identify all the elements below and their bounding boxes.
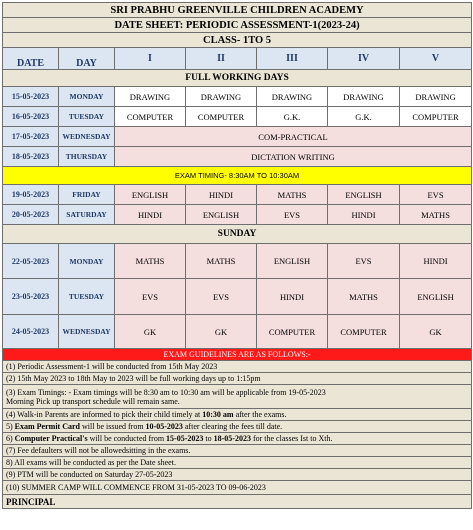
guideline-row xyxy=(3,445,472,457)
subject-cell: DRAWING xyxy=(328,87,400,107)
subject-cell: COMPUTER xyxy=(328,315,400,349)
guideline-2: (2) 15th May 2023 to 18th May to 2023 will be full working days up to 1:15pm xyxy=(3,373,472,385)
subject-cell: MATHS xyxy=(400,205,472,225)
subject-cell: HINDI xyxy=(115,205,186,225)
subject-cell: MATHS xyxy=(257,185,328,205)
row-date: 17-05-2023 xyxy=(3,127,59,147)
sunday-label: SUNDAY xyxy=(3,225,472,244)
subject-cell: HINDI xyxy=(257,279,328,315)
subject-cell: COMPUTER xyxy=(400,107,472,127)
subject-cell: EVS xyxy=(257,205,328,225)
row-date: 18-05-2023 xyxy=(3,147,59,167)
guidelines-title-row xyxy=(3,349,472,361)
subject-cell: COMPUTER xyxy=(186,107,257,127)
merged-subject-cell: DICTATION WRITING xyxy=(115,147,472,167)
header-class-4: IV xyxy=(328,48,400,70)
subject-cell: COMPUTER xyxy=(115,107,186,127)
guidelines-title: EXAM GUIDELINES ARE AS FOLLOWS:- xyxy=(3,349,472,361)
guideline-6-tail: for the classes Ist to Xth. xyxy=(250,434,333,443)
subject-cell: ENGLISH xyxy=(186,205,257,225)
subject-cell: MATHS xyxy=(186,244,257,279)
table-row xyxy=(3,127,472,147)
row-day: WEDNESDAY xyxy=(59,127,115,147)
subject-cell: G.K. xyxy=(328,107,400,127)
class-range: CLASS- 1TO 5 xyxy=(3,33,472,48)
subject-cell: DRAWING xyxy=(400,87,472,107)
guideline-9: (9) PTM will be conducted on Saturday 27-05-2023 xyxy=(3,469,472,481)
row-day: MONDAY xyxy=(59,87,115,107)
subject-cell: GK xyxy=(400,315,472,349)
row-day: TUESDAY xyxy=(59,107,115,127)
guideline-4-tail: after the exams. xyxy=(233,410,287,419)
subject-cell: ENGLISH xyxy=(400,279,472,315)
guideline-6-practical: Computer Practical's xyxy=(14,434,88,443)
subject-cell: DRAWING xyxy=(257,87,328,107)
guideline-3-line-1: (3) Exam Timings: - Exam timings will be 8:30 am to 10:30 am will be applicable from 19-05-2023 xyxy=(6,387,326,397)
guideline-4-time: 10:30 am xyxy=(202,410,234,419)
subject-cell: MATHS xyxy=(328,279,400,315)
guideline-4-text: (4) Walk-in Parents are informed to pick their child timely at xyxy=(6,410,203,419)
subject-cell: DRAWING xyxy=(186,87,257,107)
header-class-2: II xyxy=(186,48,257,70)
table-row xyxy=(3,107,472,127)
table-row xyxy=(3,147,472,167)
subject-cell: MATHS xyxy=(115,244,186,279)
subject-cell: ENGLISH xyxy=(257,244,328,279)
row-date: 20-05-2023 xyxy=(3,205,59,225)
subject-cell: EVS xyxy=(400,185,472,205)
guideline-row xyxy=(3,457,472,469)
date-sheet-table xyxy=(2,2,472,509)
guideline-row xyxy=(3,385,472,409)
guideline-row xyxy=(3,421,472,433)
subject-cell: EVS xyxy=(186,279,257,315)
guideline-row xyxy=(3,409,472,421)
header-class-1: I xyxy=(115,48,186,70)
guideline-5-tail: after clearing the fees till date. xyxy=(182,422,283,431)
subject-cell: DRAWING xyxy=(115,87,186,107)
row-day: THURSDAY xyxy=(59,147,115,167)
subject-cell: COMPUTER xyxy=(257,315,328,349)
row-day: WEDNESDAY xyxy=(59,315,115,349)
guideline-row xyxy=(3,481,472,495)
class-range-row xyxy=(3,33,472,48)
guideline-6-text: will be conducted from xyxy=(87,434,167,443)
guideline-6-start: 15-05-2023 xyxy=(166,434,204,443)
guideline-6 xyxy=(3,433,472,445)
subject-cell: HINDI xyxy=(328,205,400,225)
header-row xyxy=(3,48,472,70)
guideline-10: (10) SUMMER CAMP WILL COMMENCE FROM 31-05-2023 TO 09-06-2023 xyxy=(3,481,472,495)
row-date: 24-05-2023 xyxy=(3,315,59,349)
header-day: DAY xyxy=(59,48,115,70)
row-day: SATURDAY xyxy=(59,205,115,225)
table-row xyxy=(3,185,472,205)
school-row xyxy=(3,3,472,18)
row-date: 23-05-2023 xyxy=(3,279,59,315)
header-date: DATE xyxy=(3,48,59,70)
table-row xyxy=(3,315,472,349)
guideline-6-end: 18-05-2023 xyxy=(213,434,251,443)
guideline-6-num: 6) xyxy=(6,434,15,443)
subject-cell: ENGLISH xyxy=(328,185,400,205)
exam-timing-row xyxy=(3,167,472,185)
guideline-row xyxy=(3,373,472,385)
subject-cell: HINDI xyxy=(186,185,257,205)
school-name: SRI PRABHU GREENVILLE CHILDREN ACADEMY xyxy=(3,3,472,18)
row-day: FRIDAY xyxy=(59,185,115,205)
sheet-title: DATE SHEET: PERIODIC ASSESSMENT-1(2023-24) xyxy=(3,18,472,33)
table-row xyxy=(3,205,472,225)
guideline-8: 8) All exams will be conducted as per the Date sheet. xyxy=(3,457,472,469)
subject-cell: ENGLISH xyxy=(115,185,186,205)
exam-timing-banner: EXAM TIMING- 8:30AM TO 10:30AM xyxy=(3,167,472,185)
guideline-row xyxy=(3,433,472,445)
subject-cell: G.K. xyxy=(257,107,328,127)
guideline-row xyxy=(3,361,472,373)
guideline-5-num: 5) xyxy=(6,422,15,431)
subject-cell: EVS xyxy=(115,279,186,315)
guideline-row xyxy=(3,469,472,481)
guideline-5-text: will be issued from xyxy=(80,422,146,431)
full-working-days-label: FULL WORKING DAYS xyxy=(3,70,472,87)
row-date: 16-05-2023 xyxy=(3,107,59,127)
guideline-5 xyxy=(3,421,472,433)
row-day: MONDAY xyxy=(59,244,115,279)
subject-cell: GK xyxy=(186,315,257,349)
guideline-1: (1) Periodic Assessment-1 will be conducted from 15th May 2023 xyxy=(3,361,472,373)
merged-subject-cell: COM-PRACTICAL xyxy=(115,127,472,147)
guideline-3 xyxy=(3,385,472,409)
header-class-5: V xyxy=(400,48,472,70)
guideline-4 xyxy=(3,409,472,421)
principal-signature: PRINCIPAL xyxy=(3,495,472,509)
row-date: 22-05-2023 xyxy=(3,244,59,279)
guideline-7: (7) Fee defaulters will not be allowedsitting in the exams. xyxy=(3,445,472,457)
table-row xyxy=(3,87,472,107)
row-date: 15-05-2023 xyxy=(3,87,59,107)
subject-cell: EVS xyxy=(328,244,400,279)
sheet-title-row xyxy=(3,18,472,33)
guideline-3-line-2: Morning Pick up transport schedule will remain same. xyxy=(6,396,180,406)
row-day: TUESDAY xyxy=(59,279,115,315)
row-date: 19-05-2023 xyxy=(3,185,59,205)
table-row xyxy=(3,244,472,279)
subject-cell: GK xyxy=(115,315,186,349)
guideline-5-date: 10-05-2023 xyxy=(145,422,183,431)
sunday-row xyxy=(3,225,472,244)
guideline-6-to: to xyxy=(203,434,214,443)
full-working-days-row xyxy=(3,70,472,87)
guideline-5-card: Exam Permit Card xyxy=(14,422,80,431)
signature-row xyxy=(3,495,472,509)
subject-cell: HINDI xyxy=(400,244,472,279)
header-class-3: III xyxy=(257,48,328,70)
table-row xyxy=(3,279,472,315)
